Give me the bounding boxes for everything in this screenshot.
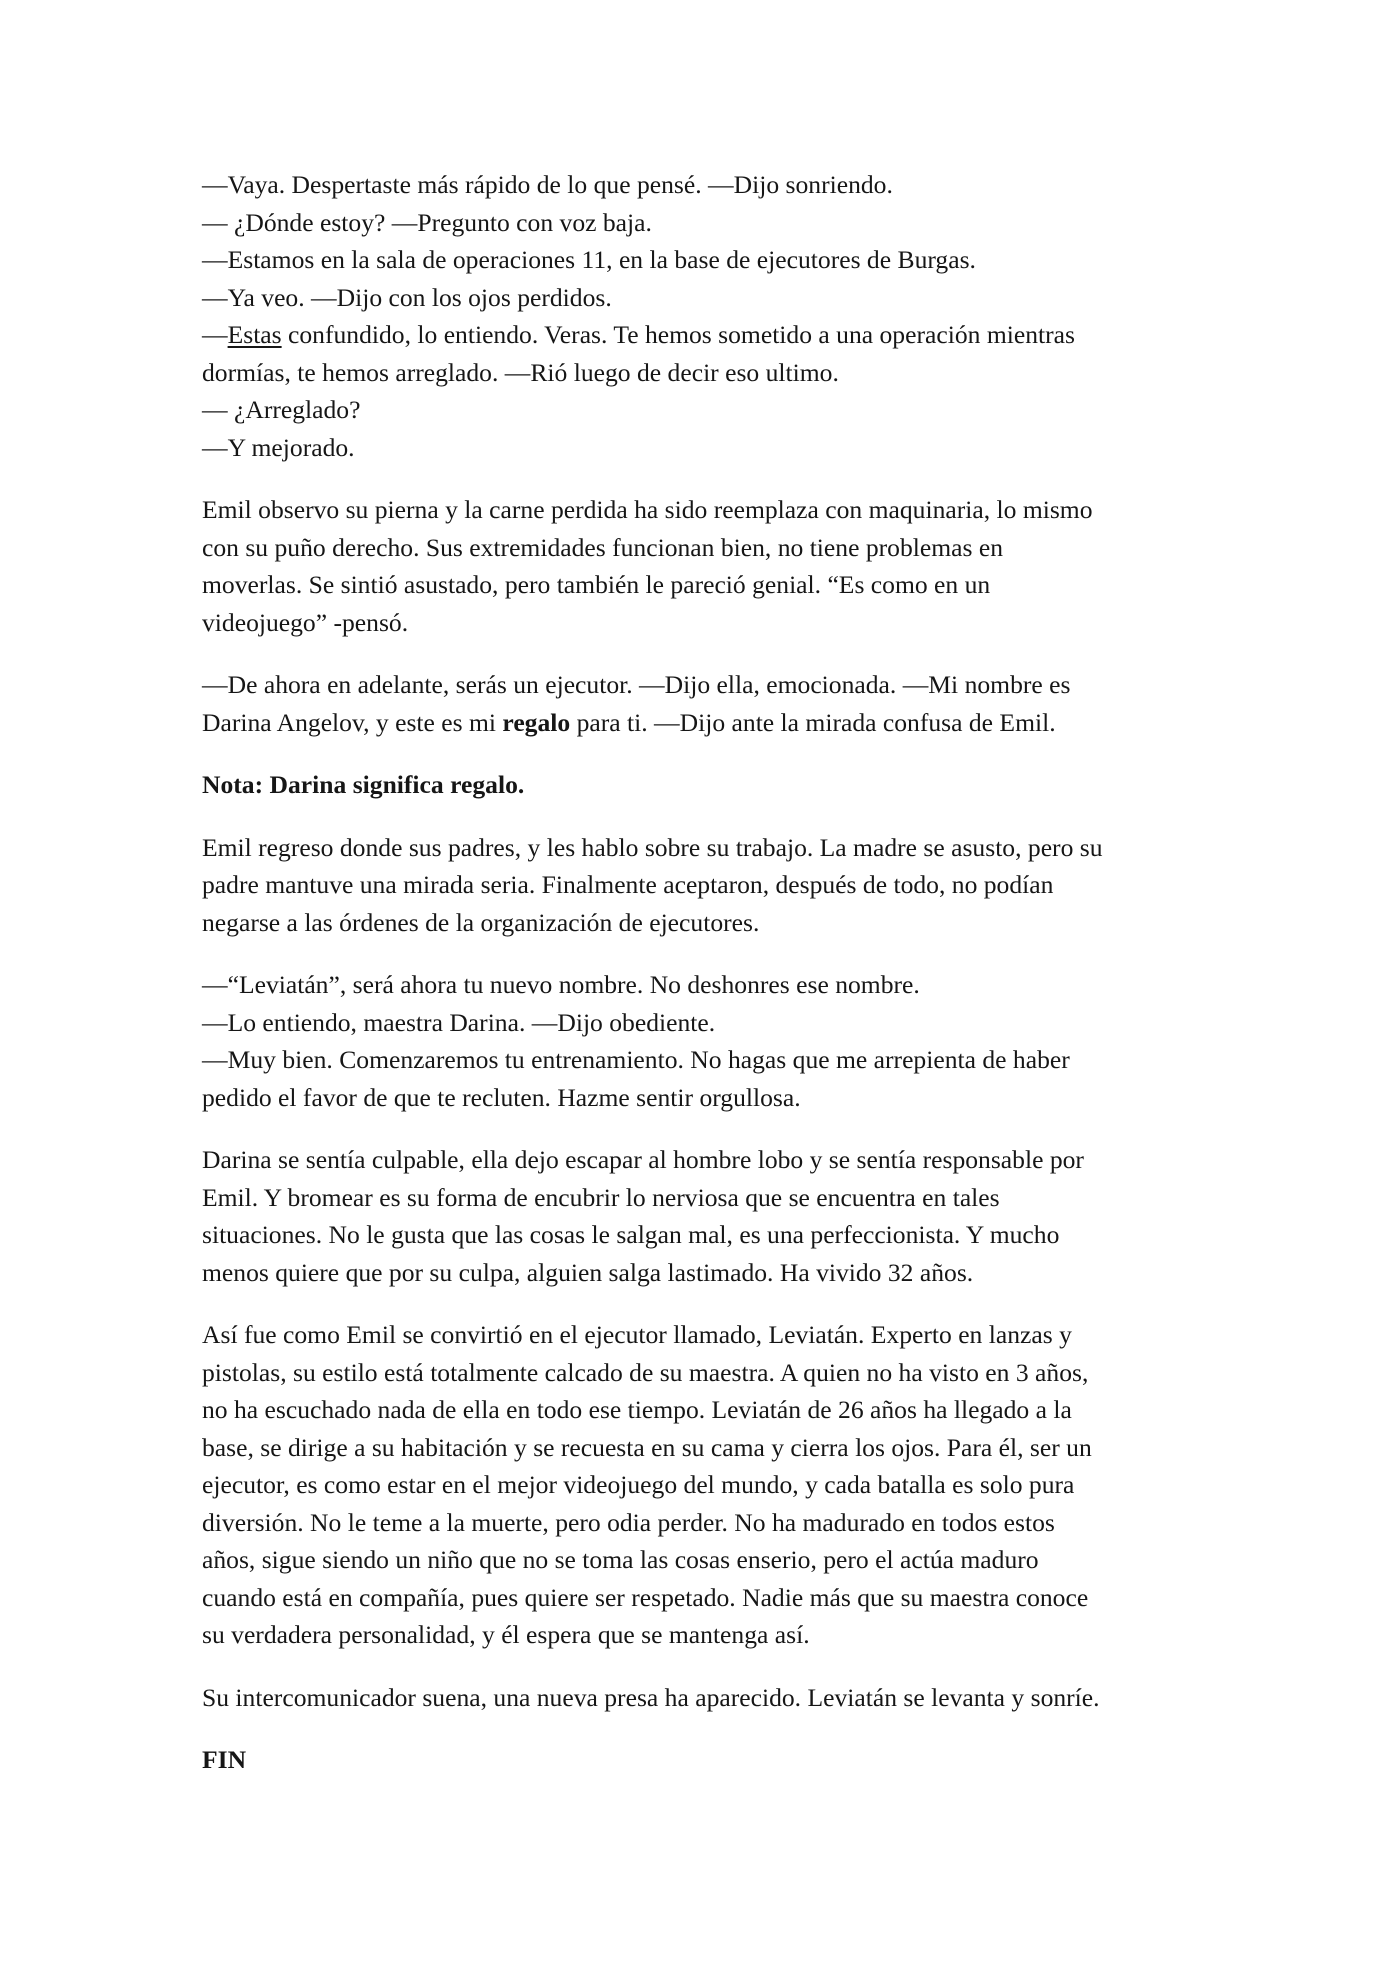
paragraph-line: Emil. Y bromear es su forma de encubrir lo nerviosa que se encuentra en tales <box>202 1182 1000 1212</box>
paragraph-leviatan <box>202 1316 1220 1654</box>
note-text: Nota: Darina significa regalo. <box>202 770 525 799</box>
end-block <box>202 1741 1220 1779</box>
dialogue-line: —Muy bien. Comenzaremos tu entrenamiento. No hagas que me arrepienta de haber <box>202 1045 1070 1074</box>
dialogue-text: confundido, lo entiendo. Veras. Te hemos sometido a una operación mientras <box>281 320 1075 349</box>
paragraph-line: videojuego” -pensó. <box>202 607 409 637</box>
dialogue-line: —“Leviatán”, será ahora tu nuevo nombre. No deshonres ese nombre. <box>202 970 920 999</box>
paragraph-text: para ti. —Dijo ante la mirada confusa de Emil. <box>570 707 1056 737</box>
dialogue-line: — ¿Arreglado? <box>202 395 361 424</box>
paragraph-line: cuando está en compañía, pues quiere ser respetado. Nadie más que su maestra conoce <box>202 1582 1089 1612</box>
paragraph-line: Darina se sentía culpable, ella dejo escapar al hombre lobo y se sentía responsable por <box>202 1145 1084 1174</box>
paragraph-padres <box>202 829 1220 942</box>
paragraph-culpable <box>202 1141 1220 1291</box>
dialogue-line: dormías, te hemos arreglado. —Rió luego de decir eso ultimo. <box>202 357 839 387</box>
paragraph-emil-observo <box>202 491 1220 641</box>
paragraph-line: Emil regreso donde sus padres, y les hablo sobre su trabajo. La madre se asusto, pero su <box>202 832 1103 862</box>
paragraph-line: —De ahora en adelante, serás un ejecutor. —Dijo ella, emocionada. —Mi nombre es <box>202 670 1071 699</box>
paragraph-line: moverlas. Se sintió asustado, pero también le pareció genial. “Es como en un <box>202 570 991 599</box>
dialogue-line: —Estamos en la sala de operaciones 11, en la base de ejecutores de Burgas. <box>202 245 976 274</box>
paragraph-line: diversión. No le teme a la muerte, pero odia perder. No ha madurado en todos estos <box>202 1507 1055 1537</box>
paragraph-line: con su puño derecho. Sus extremidades funcionan bien, no tiene problemas en <box>202 532 1004 562</box>
paragraph-line: ejecutor, es como estar en el mejor videojuego del mundo, y cada batalla es solo pura <box>202 1470 1075 1499</box>
underlined-word: Estas <box>227 320 282 349</box>
paragraph-line: menos quiere que por su culpa, alguien salga lastimado. Ha vivido 32 años. <box>202 1257 974 1287</box>
dialogue-line: —Ya veo. —Dijo con los ojos perdidos. <box>202 282 612 312</box>
paragraph-line: pistolas, su estilo está totalmente calcado de su maestra. A quien no ha visto en 3 años, <box>202 1357 1089 1387</box>
paragraph-line: Emil observo su pierna y la carne perdida ha sido reemplaza con maquinaria, lo mismo <box>202 495 1093 524</box>
dialogue-block-1 <box>202 166 1220 466</box>
dialogue-line <box>202 316 1220 354</box>
paragraph-line: su verdadera personalidad, y él espera que se mantenga así. <box>202 1620 810 1649</box>
paragraph-line: situaciones. No le gusta que las cosas le salgan mal, es una perfeccionista. Y mucho <box>202 1220 1060 1249</box>
paragraph-line: Su intercomunicador suena, una nueva presa ha aparecido. Leviatán se levanta y sonríe. <box>202 1682 1100 1712</box>
paragraph-line: no ha escuchado nada de ella en todo ese tiempo. Leviatán de 26 años ha llegado a la <box>202 1395 1072 1424</box>
paragraph-darina-intro <box>202 666 1220 741</box>
paragraph-line: negarse a las órdenes de la organización de ejecutores. <box>202 907 760 937</box>
paragraph-final <box>202 1679 1220 1717</box>
dash: — <box>202 320 228 349</box>
dialogue-line: — ¿Dónde estoy? —Pregunto con voz baja. <box>202 207 652 237</box>
dialogue-line: —Vaya. Despertaste más rápido de lo que pensé. —Dijo sonriendo. <box>202 170 893 199</box>
end-mark: FIN <box>202 1745 247 1774</box>
paragraph-line: base, se dirige a su habitación y se recuesta en su cama y cierra los ojos. Para él, ser un <box>202 1432 1092 1462</box>
note-block <box>202 766 1220 804</box>
paragraph-text: Darina Angelov, y este es mi <box>202 707 503 737</box>
dialogue-block-2 <box>202 966 1220 1116</box>
dialogue-line: pedido el favor de que te recluten. Hazme sentir orgullosa. <box>202 1082 801 1112</box>
dialogue-line: —Lo entiendo, maestra Darina. —Dijo obediente. <box>202 1007 716 1037</box>
paragraph-line: años, sigue siendo un niño que no se toma las cosas enserio, pero el actúa maduro <box>202 1545 1039 1574</box>
dialogue-line: —Y mejorado. <box>202 432 355 462</box>
paragraph-line <box>202 704 1220 742</box>
bold-word: regalo <box>502 707 571 737</box>
paragraph-line: padre mantuve una mirada seria. Finalmente aceptaron, después de todo, no podían <box>202 870 1054 899</box>
paragraph-line: Así fue como Emil se convirtió en el ejecutor llamado, Leviatán. Experto en lanzas y <box>202 1320 1072 1349</box>
